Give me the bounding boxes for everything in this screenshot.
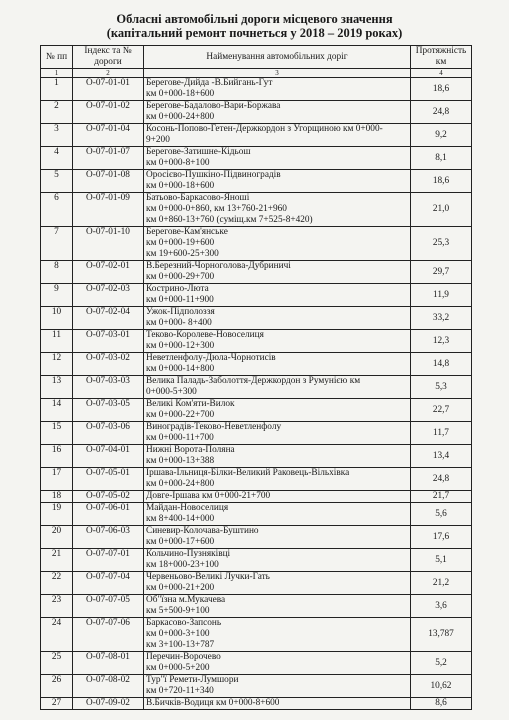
road-name	[144, 261, 411, 284]
road-name-line: км 0+000-22+700	[146, 410, 215, 420]
road-length: 24,8	[411, 468, 472, 491]
table-row	[41, 399, 472, 422]
road-name-line: Тур"ї Ремети-Лумшори	[146, 675, 239, 685]
road-length: 11,7	[411, 422, 472, 445]
road-index: О-07-03-03	[73, 376, 144, 399]
road-length: 18,6	[411, 78, 472, 101]
road-name-line: Теково-Королеве-Новоселиця	[146, 330, 264, 340]
column-index-1: 1	[41, 69, 73, 78]
road-length: 8,1	[411, 147, 472, 170]
road-index: О-07-05-01	[73, 468, 144, 491]
road-name	[144, 652, 411, 675]
road-name-line: км 8+400-14+000	[146, 514, 215, 524]
row-number: 27	[41, 698, 73, 710]
row-number: 8	[41, 261, 73, 284]
row-number: 9	[41, 284, 73, 307]
table-row	[41, 101, 472, 124]
road-index: О-07-01-04	[73, 124, 144, 147]
road-name-line: Синевир-Колочава-Буштино	[146, 526, 259, 536]
road-length: 21,7	[411, 491, 472, 503]
road-name-line: Об"їзна м.Мукачева	[146, 595, 226, 605]
road-index: О-07-06-01	[73, 503, 144, 526]
road-name-line: км 0+000-12+300	[146, 341, 215, 351]
road-name-line: Берегове-Затишне-Кідьош	[146, 147, 251, 157]
road-name-line: Кольчино-Пузняківці	[146, 549, 231, 559]
road-name	[144, 491, 411, 503]
road-length: 21,2	[411, 572, 472, 595]
road-name-line: Нижні Ворота-Поляна	[146, 445, 235, 455]
road-name-line: Велика Паладь-Заболоття-Держкордон з Румунією км	[146, 376, 361, 386]
row-number: 1	[41, 78, 73, 101]
table-header-row	[41, 46, 472, 69]
road-index: О-07-07-01	[73, 549, 144, 572]
row-number: 24	[41, 618, 73, 652]
table-body	[41, 78, 472, 710]
road-index: О-07-07-05	[73, 595, 144, 618]
title-line-2: (капітальний ремонт почнеться у 2018 – 2019 роках)	[106, 26, 403, 40]
road-name-line: В.Бичків-Водиця км 0+000-8+600	[146, 698, 280, 708]
road-name	[144, 595, 411, 618]
road-name	[144, 101, 411, 124]
road-length: 11,9	[411, 284, 472, 307]
road-name-line: км 5+500-9+100	[146, 606, 210, 616]
table-row	[41, 572, 472, 595]
table-row	[41, 445, 472, 468]
road-length: 14,8	[411, 353, 472, 376]
table-row	[41, 468, 472, 491]
road-name-line: В.Березний-Чорноголова-Дубриничі	[146, 261, 291, 271]
road-name-line: Перечин-Ворочево	[146, 652, 221, 662]
row-number: 11	[41, 330, 73, 353]
road-name-line: км 0+000- 8+400	[146, 318, 212, 328]
table-row	[41, 595, 472, 618]
road-name	[144, 468, 411, 491]
road-index: О-07-01-07	[73, 147, 144, 170]
title-line-1: Обласні автомобільні дороги місцевого значення	[116, 12, 393, 26]
road-name-line: км 19+600-25+300	[146, 249, 219, 259]
road-index: О-07-01-09	[73, 193, 144, 227]
road-index: О-07-06-03	[73, 526, 144, 549]
road-index: О-07-08-01	[73, 652, 144, 675]
column-index-4: 4	[411, 69, 472, 78]
row-number: 15	[41, 422, 73, 445]
header-index: Індекс та № дороги	[73, 46, 144, 69]
road-name-line: км 0+000-19+600	[146, 238, 215, 248]
table-row	[41, 422, 472, 445]
road-name	[144, 698, 411, 710]
road-index: О-07-07-04	[73, 572, 144, 595]
road-length: 5,2	[411, 652, 472, 675]
table-row	[41, 618, 472, 652]
road-name-line: Косонь-Попово-Гетен-Держкордон з Угорщиною км 0+000-	[146, 124, 383, 134]
road-name	[144, 549, 411, 572]
road-length: 21,0	[411, 193, 472, 227]
road-index: О-07-01-02	[73, 101, 144, 124]
road-length: 33,2	[411, 307, 472, 330]
table-row	[41, 124, 472, 147]
road-length: 10,62	[411, 675, 472, 698]
row-number: 18	[41, 491, 73, 503]
road-name-line: км 0+000-13+388	[146, 456, 215, 466]
column-index-2: 2	[73, 69, 144, 78]
road-index: О-07-08-02	[73, 675, 144, 698]
road-index: О-07-01-01	[73, 78, 144, 101]
table-row	[41, 307, 472, 330]
table-row	[41, 675, 472, 698]
road-index: О-07-01-08	[73, 170, 144, 193]
road-length: 12,3	[411, 330, 472, 353]
road-length: 13,4	[411, 445, 472, 468]
road-length: 17,6	[411, 526, 472, 549]
road-length: 9,2	[411, 124, 472, 147]
row-number: 10	[41, 307, 73, 330]
row-number: 4	[41, 147, 73, 170]
road-name-line: км 0+000-11+900	[146, 295, 214, 305]
road-name	[144, 307, 411, 330]
road-name-line: км 0+000-8+100	[146, 158, 210, 168]
row-number: 25	[41, 652, 73, 675]
road-name-line: Оросієво-Пушкіно-Підвиноградів	[146, 170, 281, 180]
road-length: 25,3	[411, 227, 472, 261]
table-row	[41, 227, 472, 261]
road-name-line: Іршава-Ільниця-Білки-Великий Раковець-Вільхівка	[146, 468, 350, 478]
table-column-index-row	[41, 69, 472, 78]
road-name-line: Берегове-Кам'янське	[146, 227, 228, 237]
row-number: 16	[41, 445, 73, 468]
table-row	[41, 78, 472, 101]
road-name	[144, 284, 411, 307]
road-name	[144, 399, 411, 422]
road-name-line: км 0+000-11+700	[146, 433, 214, 443]
row-number: 17	[41, 468, 73, 491]
road-name	[144, 618, 411, 652]
road-name-line: км 0+000-5+200	[146, 663, 210, 673]
road-name-line: 9+200	[146, 135, 170, 145]
road-name	[144, 147, 411, 170]
road-name-line: Неветленфолу-Дюла-Чорнотисів	[146, 353, 276, 363]
road-name-line: 0+000-5+300	[146, 387, 197, 397]
road-name-line: км 0+000-17+600	[146, 537, 215, 547]
road-index: О-07-03-05	[73, 399, 144, 422]
road-name	[144, 422, 411, 445]
row-number: 22	[41, 572, 73, 595]
road-index: О-07-05-02	[73, 491, 144, 503]
road-name-line: км 3+100-13+787	[146, 640, 215, 650]
table-row	[41, 376, 472, 399]
table-row	[41, 147, 472, 170]
road-name-line: Ужок-Підполоззя	[146, 307, 215, 317]
road-name	[144, 675, 411, 698]
table-row	[41, 353, 472, 376]
row-number: 23	[41, 595, 73, 618]
road-name-line: км 0+000-18+600	[146, 181, 215, 191]
row-number: 21	[41, 549, 73, 572]
road-name	[144, 376, 411, 399]
row-number: 20	[41, 526, 73, 549]
table-row	[41, 330, 472, 353]
row-number: 3	[41, 124, 73, 147]
road-name-line: Довге-Іршава км 0+000-21+700	[146, 491, 271, 501]
road-name	[144, 526, 411, 549]
road-index: О-07-07-06	[73, 618, 144, 652]
road-name-line: км 0+720-11+340	[146, 686, 214, 696]
table-row	[41, 193, 472, 227]
row-number: 13	[41, 376, 73, 399]
road-length: 18,6	[411, 170, 472, 193]
road-name-line: Червеньово-Великі Лучки-Гать	[146, 572, 270, 582]
table-row	[41, 652, 472, 675]
road-name-line: Берегове-Дийда -В.Бийгань-Гут	[146, 78, 273, 88]
row-number: 7	[41, 227, 73, 261]
road-name-line: Майдан-Новоселиця	[146, 503, 229, 513]
road-index: О-07-01-10	[73, 227, 144, 261]
road-name-line: км 0+000-21+200	[146, 583, 215, 593]
road-name-line: Великі Ком'яти-Вилок	[146, 399, 235, 409]
road-name-line: км 0+000-14+800	[146, 364, 215, 374]
table-row	[41, 503, 472, 526]
table-row	[41, 170, 472, 193]
road-name	[144, 227, 411, 261]
road-index: О-07-09-02	[73, 698, 144, 710]
header-length: Протяжність км	[411, 46, 472, 69]
road-length: 3,6	[411, 595, 472, 618]
row-number: 26	[41, 675, 73, 698]
table-row	[41, 261, 472, 284]
road-name-line: Батьово-Баркасово-Яноші	[146, 193, 250, 203]
table-row	[41, 549, 472, 572]
road-name-line: Кострино-Люта	[146, 284, 209, 294]
road-index: О-07-03-06	[73, 422, 144, 445]
road-name	[144, 170, 411, 193]
road-length: 13,787	[411, 618, 472, 652]
road-length: 5,6	[411, 503, 472, 526]
row-number: 6	[41, 193, 73, 227]
road-name-line: км 0+000-3+100	[146, 629, 210, 639]
road-index: О-07-02-03	[73, 284, 144, 307]
road-length: 5,3	[411, 376, 472, 399]
road-name-line: км 0+000-24+800	[146, 112, 215, 122]
road-length: 24,8	[411, 101, 472, 124]
road-index: О-07-04-01	[73, 445, 144, 468]
road-length: 8,6	[411, 698, 472, 710]
road-name	[144, 78, 411, 101]
row-number: 2	[41, 101, 73, 124]
row-number: 5	[41, 170, 73, 193]
road-name-line: км 0+000-24+800	[146, 479, 215, 489]
roads-table	[40, 45, 472, 710]
road-index: О-07-02-04	[73, 307, 144, 330]
road-name-line: км 0+000-0+860, км 13+760-21+960	[146, 204, 287, 214]
road-name	[144, 330, 411, 353]
road-name	[144, 503, 411, 526]
table-row	[41, 284, 472, 307]
road-name	[144, 445, 411, 468]
row-number: 19	[41, 503, 73, 526]
road-name	[144, 353, 411, 376]
row-number: 12	[41, 353, 73, 376]
road-index: О-07-03-01	[73, 330, 144, 353]
road-length: 29,7	[411, 261, 472, 284]
road-name-line: км 0+000-18+600	[146, 89, 215, 99]
road-name-line: км 18+000-23+100	[146, 560, 219, 570]
road-name	[144, 193, 411, 227]
road-name-line: Виноградів-Теково-Неветленфолу	[146, 422, 282, 432]
header-name: Найменування автомобільних доріг	[144, 46, 411, 69]
road-name-line: км 0+860-13+760 (суміщ.км 7+525-8+420)	[146, 215, 313, 225]
road-name-line: Берегове-Бадалово-Вари-Боржава	[146, 101, 281, 111]
table-row	[41, 526, 472, 549]
road-name	[144, 572, 411, 595]
table-row	[41, 698, 472, 710]
road-name-line: Баркасово-Запсонь	[146, 618, 222, 628]
road-length: 22,7	[411, 399, 472, 422]
road-index: О-07-02-01	[73, 261, 144, 284]
header-number: № пп	[41, 46, 73, 69]
document-title	[0, 12, 509, 40]
column-index-3: 3	[144, 69, 411, 78]
road-name	[144, 124, 411, 147]
table-row	[41, 491, 472, 503]
road-length: 5,1	[411, 549, 472, 572]
row-number: 14	[41, 399, 73, 422]
road-name-line: км 0+000-29+700	[146, 272, 215, 282]
road-index: О-07-03-02	[73, 353, 144, 376]
